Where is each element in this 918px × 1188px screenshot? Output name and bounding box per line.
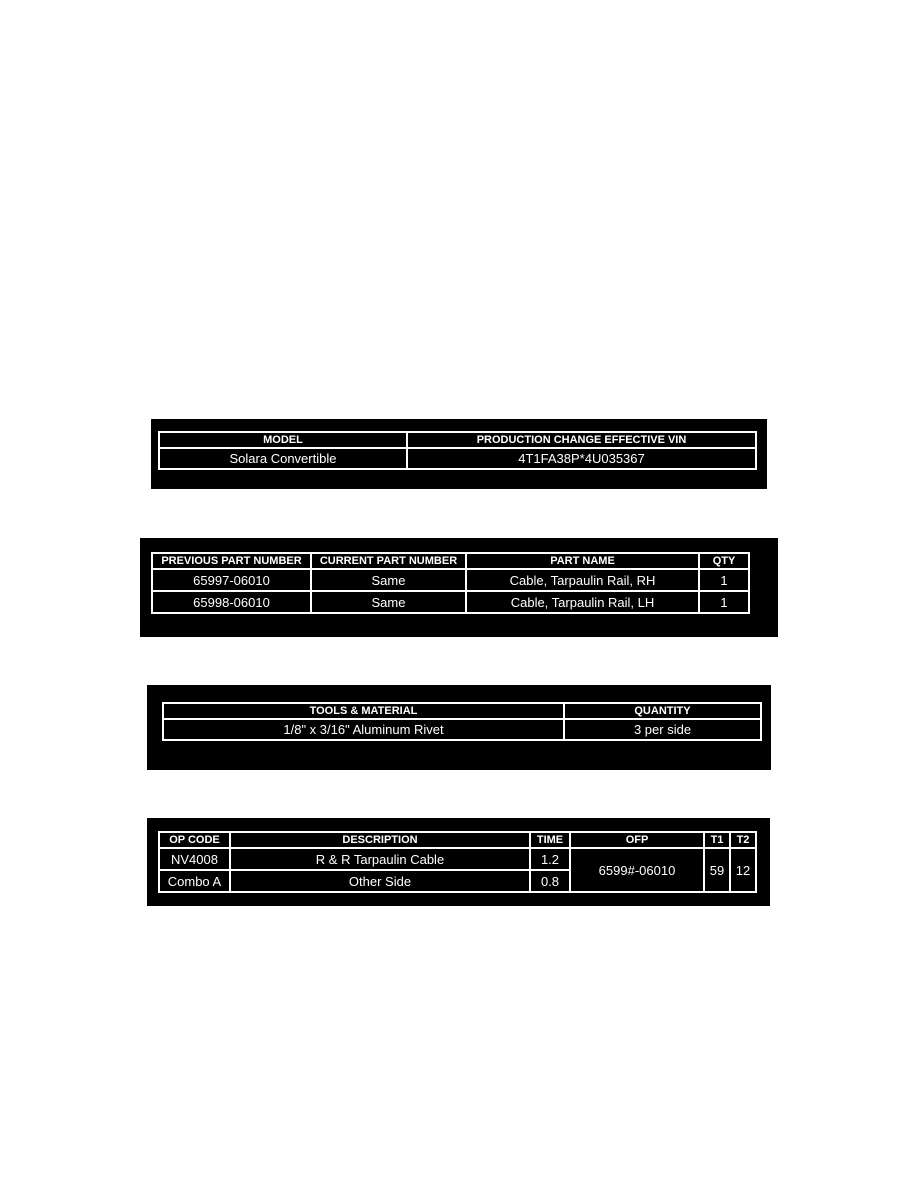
cell-model: Solara Convertible — [159, 448, 407, 469]
vin-table — [158, 431, 757, 470]
cell-previous-part-number: 65997-06010 — [152, 569, 311, 591]
cell-t1: 59 — [704, 848, 730, 892]
table-row — [159, 848, 756, 870]
cell-time: 0.8 — [530, 870, 570, 892]
header-description: DESCRIPTION — [230, 832, 530, 848]
table-header-row — [159, 432, 756, 448]
cell-description: Other Side — [230, 870, 530, 892]
parts-table-panel — [140, 538, 778, 637]
cell-qty: 1 — [699, 569, 749, 591]
cell-ofp: 6599#-06010 — [570, 848, 704, 892]
header-model: MODEL — [159, 432, 407, 448]
header-op-code: OP CODE — [159, 832, 230, 848]
cell-current-part-number: Same — [311, 591, 466, 613]
header-t2: T2 — [730, 832, 756, 848]
cell-op-code: Combo A — [159, 870, 230, 892]
opcode-table-panel — [147, 818, 770, 906]
cell-time: 1.2 — [530, 848, 570, 870]
tools-table-panel — [147, 685, 771, 770]
header-tools-material: TOOLS & MATERIAL — [163, 703, 564, 719]
cell-t2: 12 — [730, 848, 756, 892]
table-header-row — [163, 703, 761, 719]
table-header-row — [159, 832, 756, 848]
cell-description: R & R Tarpaulin Cable — [230, 848, 530, 870]
header-t1: T1 — [704, 832, 730, 848]
table-row — [163, 719, 761, 740]
vin-table-panel — [151, 419, 767, 489]
opcode-table — [158, 831, 757, 893]
header-production-change-vin: PRODUCTION CHANGE EFFECTIVE VIN — [407, 432, 756, 448]
parts-table — [151, 552, 750, 614]
cell-vin: 4T1FA38P*4U035367 — [407, 448, 756, 469]
header-quantity: QUANTITY — [564, 703, 761, 719]
header-previous-part-number: PREVIOUS PART NUMBER — [152, 553, 311, 569]
header-ofp: OFP — [570, 832, 704, 848]
cell-qty: 1 — [699, 591, 749, 613]
table-header-row — [152, 553, 749, 569]
cell-part-name: Cable, Tarpaulin Rail, RH — [466, 569, 699, 591]
header-part-name: PART NAME — [466, 553, 699, 569]
cell-op-code: NV4008 — [159, 848, 230, 870]
cell-part-name: Cable, Tarpaulin Rail, LH — [466, 591, 699, 613]
table-row — [152, 591, 749, 613]
header-time: TIME — [530, 832, 570, 848]
tools-table — [162, 702, 762, 741]
cell-quantity: 3 per side — [564, 719, 761, 740]
header-current-part-number: CURRENT PART NUMBER — [311, 553, 466, 569]
header-qty: QTY — [699, 553, 749, 569]
table-row — [159, 448, 756, 469]
cell-previous-part-number: 65998-06010 — [152, 591, 311, 613]
cell-current-part-number: Same — [311, 569, 466, 591]
cell-tool-material: 1/8" x 3/16" Aluminum Rivet — [163, 719, 564, 740]
table-row — [152, 569, 749, 591]
